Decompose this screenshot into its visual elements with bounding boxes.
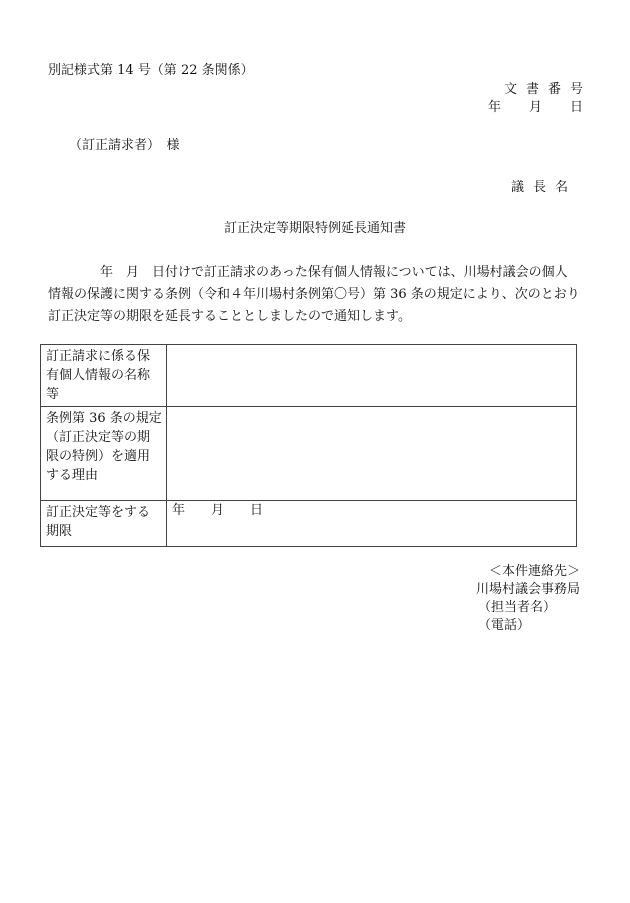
contact-office: 川場村議会事務局 <box>476 582 581 597</box>
recipient-line: （訂正請求者） 様 <box>69 138 180 153</box>
table-row <box>41 345 577 407</box>
contact-block <box>476 563 580 635</box>
document-title: 訂正決定等期限特例延長通知書 <box>223 221 406 236</box>
date-year-label: 年 <box>487 100 501 115</box>
contact-person: （担当者名） <box>478 600 557 615</box>
contact-heading: ＜本件連絡先＞ <box>489 564 581 579</box>
row-label-info-name: 訂正請求に係る保有個人情報の名称等 <box>41 345 167 407</box>
row-label-deadline: 訂正決定等をする期限 <box>41 501 167 547</box>
sender-chair-name: 議長名 <box>510 180 577 195</box>
date-day-label: 日 <box>569 100 583 115</box>
row-value-reason <box>167 407 577 501</box>
document-date <box>488 100 583 117</box>
contact-phone: （電話） <box>478 618 531 633</box>
body-paragraph: 年 月 日付けで訂正請求のあった保有個人情報については、川場村議会の個人情報の保護に関する条例（令和４年川場村条例第〇号）第 36 条の規定により、次のとおり訂正決定等の期限を延長することとしましたので通知します。 <box>48 265 580 324</box>
row-value-deadline: 年 月 日 <box>167 501 577 547</box>
date-month-label: 月 <box>528 100 542 115</box>
form-identifier: 別記様式第 14 号（第 22 条関係） <box>48 63 254 78</box>
table-row <box>41 407 577 501</box>
row-label-reason: 条例第 36 条の規定（訂正決定等の期限の特例）を適用する理由 <box>41 407 167 501</box>
details-table <box>40 344 577 547</box>
table-row <box>41 501 577 547</box>
document-number: 文書番号 <box>503 82 592 97</box>
row-value-info-name <box>167 345 577 407</box>
